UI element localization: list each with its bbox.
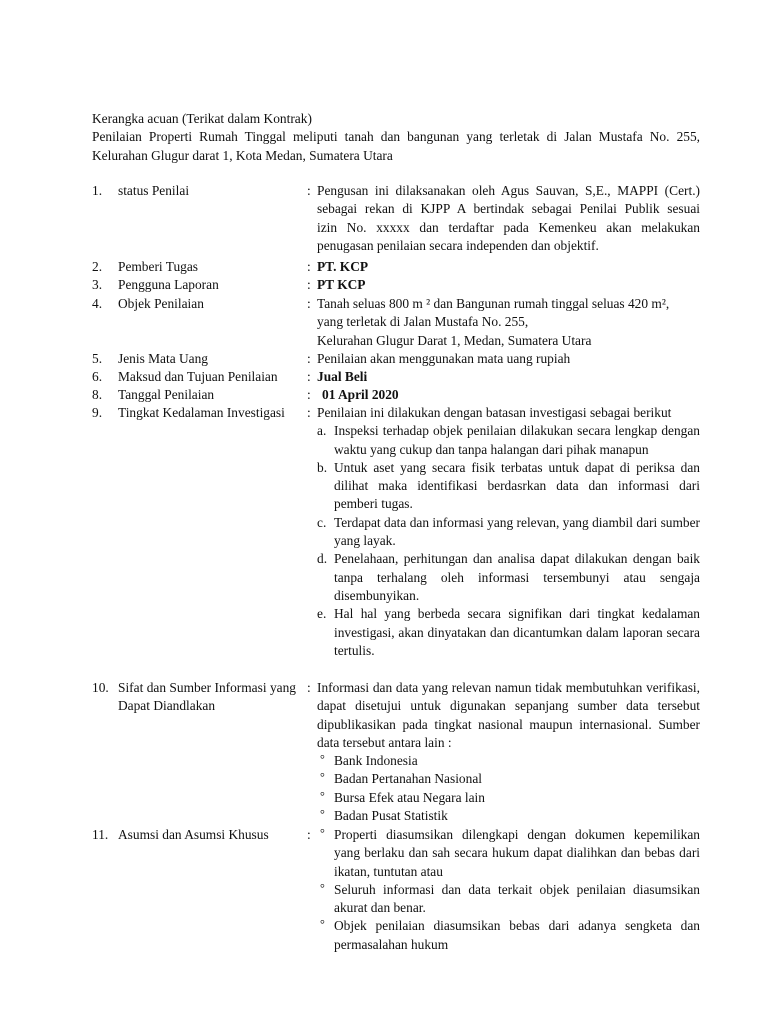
item-number: 6. bbox=[92, 369, 103, 384]
item-value bbox=[317, 826, 700, 954]
sub-item-marker: a. bbox=[317, 423, 327, 439]
bullet-text: Objek penilaian diasumsikan bebas dari adanya sengketa dan permasalahan hukum bbox=[334, 918, 700, 952]
item-value bbox=[317, 182, 700, 255]
item-number: 2. bbox=[92, 259, 103, 274]
assignment-location-line: Kelurahan Glugur darat 1, Kota Medan, Sumatera Utara bbox=[92, 147, 393, 163]
value-line: sebagai rekan di KJPP A bertindak sebagai Penilai Publik sesuai bbox=[317, 201, 700, 217]
colon-separator: : bbox=[307, 680, 311, 695]
bullet-text: Properti diasumsikan dilengkapi dengan dokumen kepemilikan yang berlaku dan sah secara hukum dapat dialihkan dan bebas dari ikatan, tuntutan atau bbox=[334, 827, 700, 879]
bullet-icon: ° bbox=[320, 788, 325, 803]
bullet-item bbox=[317, 917, 700, 954]
item-number: 5. bbox=[92, 351, 103, 366]
value-line: penugasan penilaian secara independen dan objektif. bbox=[317, 237, 599, 253]
bullet-icon: ° bbox=[320, 880, 325, 895]
bullet-text: Bank Indonesia bbox=[334, 753, 418, 769]
item-label: Pemberi Tugas bbox=[118, 259, 198, 274]
item-value: 01 April 2020 bbox=[322, 387, 399, 402]
sub-item bbox=[317, 550, 700, 605]
bullet-icon: ° bbox=[320, 752, 325, 767]
item-value bbox=[317, 679, 700, 825]
sub-item bbox=[317, 605, 700, 660]
item-number: 8. bbox=[92, 387, 103, 402]
item-value: PT. KCP bbox=[317, 259, 369, 274]
colon-separator: : bbox=[307, 183, 311, 198]
sub-item-text: Untuk aset yang secara fisik terbatas untuk dapat di periksa dan dilihat maka identifikasi berdasrkan data dan informasi dari pemberi tugas. bbox=[334, 459, 700, 512]
item-label: Objek Penilaian bbox=[118, 296, 204, 311]
value-line: Tanah seluas 800 m ² dan Bangunan rumah tinggal seluas 420 m², bbox=[317, 296, 670, 311]
item-value: Jual Beli bbox=[317, 369, 368, 384]
bullet-text: Bursa Efek atau Negara lain bbox=[334, 789, 485, 805]
bullet-item bbox=[317, 826, 700, 881]
document-header bbox=[92, 110, 700, 165]
item-label: Tanggal Penilaian bbox=[118, 387, 215, 402]
colon-separator: : bbox=[307, 351, 311, 366]
item-value: Penilaian akan menggunakan mata uang rupiah bbox=[317, 351, 571, 366]
colon-separator: : bbox=[307, 277, 311, 292]
item-number: 4. bbox=[92, 296, 103, 311]
item-number: 1. bbox=[92, 183, 103, 198]
item-label: Jenis Mata Uang bbox=[118, 351, 208, 366]
item-label: Sifat dan Sumber Informasi yang Dapat Diandlakan bbox=[118, 680, 296, 714]
colon-separator: : bbox=[307, 827, 311, 842]
colon-separator: : bbox=[307, 369, 311, 384]
item-label: status Penilai bbox=[118, 183, 190, 198]
bullet-icon: ° bbox=[320, 826, 325, 840]
bullet-text: Badan Pertanahan Nasional bbox=[334, 771, 482, 787]
bullet-icon: ° bbox=[320, 917, 325, 932]
sub-item-marker: d. bbox=[317, 551, 328, 567]
value-line: izin No. xxxxx dan terdaftar pada Kemenkeu akan melakukan bbox=[317, 219, 700, 235]
sub-item-marker: e. bbox=[317, 606, 327, 622]
terms-of-reference-title: Kerangka acuan (Terikat dalam Kontrak) bbox=[92, 111, 312, 126]
bullet-item bbox=[317, 881, 700, 918]
sub-item-marker: b. bbox=[317, 459, 328, 475]
sub-item-text: Penelahaan, perhitungan dan analisa dapat dilakukan dengan baik tanpa terhalang oleh informasi tersembunyi atau sengaja disembunyikan. bbox=[334, 551, 700, 603]
value-intro: Penilaian ini dilakukan dengan batasan investigasi sebagai berikut bbox=[317, 405, 672, 420]
item-label: Asumsi dan Asumsi Khusus bbox=[118, 827, 269, 842]
colon-separator: : bbox=[307, 296, 311, 311]
sub-item bbox=[317, 459, 700, 514]
sub-item bbox=[317, 422, 700, 459]
sub-item-marker: c. bbox=[317, 514, 327, 530]
bullet-text: Seluruh informasi dan data terkait objek penilaian diasumsikan akurat dan benar. bbox=[334, 881, 700, 916]
value-line: Kelurahan Glugur Darat 1, Medan, Sumatera Utara bbox=[317, 332, 592, 348]
item-label: Maksud dan Tujuan Penilaian bbox=[118, 369, 278, 384]
item-value bbox=[317, 404, 700, 660]
colon-separator: : bbox=[307, 387, 311, 402]
bullet-item bbox=[317, 752, 700, 770]
bullet-item bbox=[317, 789, 700, 807]
item-number: 10. bbox=[92, 680, 109, 695]
bullet-item bbox=[317, 770, 700, 788]
sub-item-text: Hal hal yang berbeda secara signifikan dari tingkat kedalaman investigasi, akan dinyatakan dan dicantumkan dalam laporan secara tertulis. bbox=[334, 606, 700, 658]
bullet-text: Badan Pusat Statistik bbox=[334, 808, 448, 824]
item-label: Tingkat Kedalaman Investigasi bbox=[118, 405, 285, 420]
colon-separator: : bbox=[307, 405, 311, 420]
item-value bbox=[317, 295, 700, 350]
colon-separator: : bbox=[307, 259, 311, 274]
value-line: Pengusan ini dilaksanakan oleh Agus Sauvan, S,E., MAPPI (Cert.) bbox=[317, 183, 700, 198]
item-number: 11. bbox=[92, 827, 109, 842]
item-label: Pengguna Laporan bbox=[118, 277, 219, 292]
sub-item-text: Terdapat data dan informasi yang relevan, yang diambil dari sumber yang layak. bbox=[334, 514, 700, 549]
value-intro: Informasi dan data yang relevan namun tidak membutuhkan verifikasi, dapat disetujui untuk digunakan sepanjang sumber data tersebut dipublikasikan pada tingkat nasional maupun internasional. Sumber data tersebut antara lain : bbox=[317, 680, 700, 750]
sub-item-text: Inspeksi terhadap objek penilaian dilakukan secara lengkap dengan waktu yang cukup dan tanpa halangan dari pihak manapun bbox=[334, 423, 700, 457]
item-value: PT KCP bbox=[317, 277, 366, 292]
sub-item bbox=[317, 514, 700, 551]
bullet-icon: ° bbox=[320, 807, 325, 822]
item-number: 9. bbox=[92, 405, 103, 420]
value-line: yang terletak di Jalan Mustafa No. 255, bbox=[317, 314, 529, 330]
bullet-item bbox=[317, 807, 700, 825]
bullet-icon: ° bbox=[320, 770, 325, 785]
item-number: 3. bbox=[92, 277, 103, 292]
assignment-description-line: Penilaian Properti Rumah Tinggal meliputi tanah dan bangunan yang terletak di Jalan Mustafa No. 255, bbox=[92, 129, 700, 145]
